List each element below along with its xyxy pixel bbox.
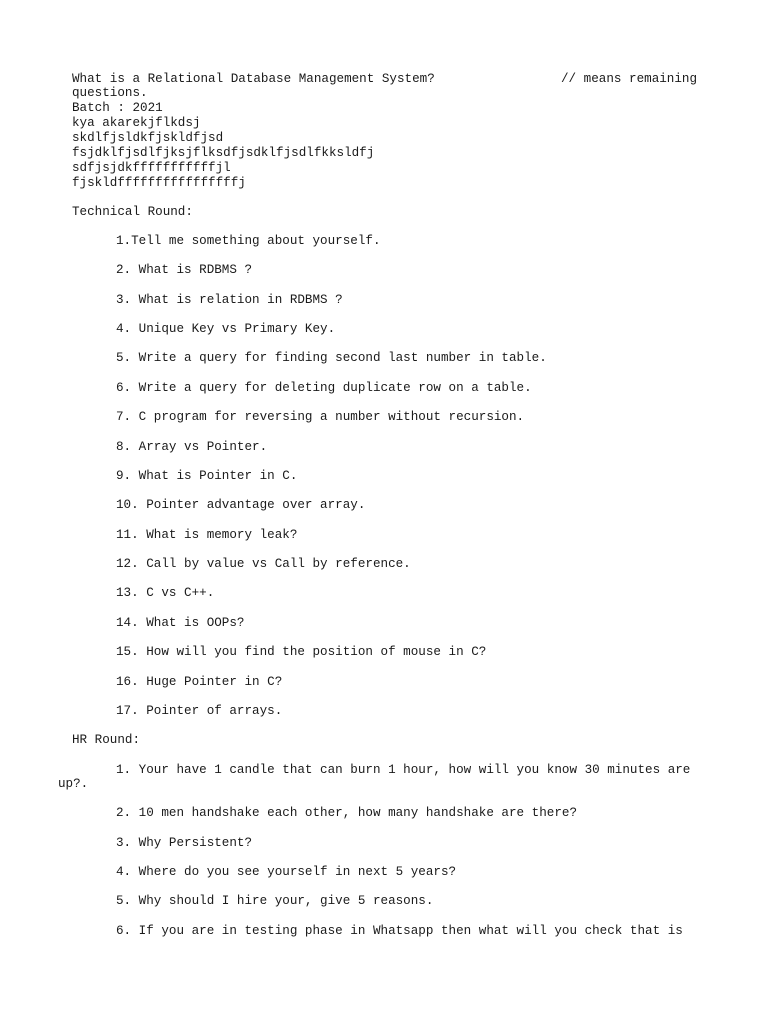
scribble-line: kya akarekjflkdsj bbox=[72, 116, 201, 130]
technical-question: 2. What is RDBMS ? bbox=[116, 263, 253, 277]
hr-question: 4. Where do you see yourself in next 5 years? bbox=[116, 865, 457, 879]
hr-question: 6. If you are in testing phase in Whatsapp then what will you check that is bbox=[116, 924, 683, 938]
technical-question: 8. Array vs Pointer. bbox=[116, 440, 268, 454]
technical-round-heading: Technical Round: bbox=[72, 205, 193, 219]
technical-question: 1.Tell me something about yourself. bbox=[116, 234, 381, 248]
technical-question: 12. Call by value vs Call by reference. bbox=[116, 557, 411, 571]
technical-question: 4. Unique Key vs Primary Key. bbox=[116, 322, 336, 336]
technical-question: 10. Pointer advantage over array. bbox=[116, 498, 366, 512]
hr-round-heading: HR Round: bbox=[72, 733, 141, 747]
technical-question: 16. Huge Pointer in C? bbox=[116, 675, 283, 689]
scribble-line: sdfjsjdkfffffffffffjl bbox=[72, 161, 231, 175]
technical-question: 9. What is Pointer in C. bbox=[116, 469, 298, 483]
technical-question: 6. Write a query for deleting duplicate row on a table. bbox=[116, 381, 532, 395]
hr-question: 3. Why Persistent? bbox=[116, 836, 253, 850]
batch-line: Batch : 2021 bbox=[72, 101, 163, 115]
hr-question-wrap: up?. bbox=[58, 777, 89, 791]
technical-question: 17. Pointer of arrays. bbox=[116, 704, 283, 718]
document-title: What is a Relational Database Management System? bbox=[72, 72, 435, 86]
technical-question: 14. What is OOPs? bbox=[116, 616, 245, 630]
scribble-line: fsjdklfjsdlfjksjflksdfjsdklfjsdlfkksldfj bbox=[72, 146, 375, 160]
remaining-note: // means remaining bbox=[561, 72, 698, 86]
remaining-note-wrap: questions. bbox=[72, 86, 148, 100]
technical-question: 3. What is relation in RDBMS ? bbox=[116, 293, 343, 307]
scribble-line: skdlfjsldkfjskldfjsd bbox=[72, 131, 224, 145]
hr-question: 1. Your have 1 candle that can burn 1 hour, how will you know 30 minutes are bbox=[116, 763, 691, 777]
hr-question: 2. 10 men handshake each other, how many handshake are there? bbox=[116, 806, 578, 820]
technical-question: 5. Write a query for finding second last number in table. bbox=[116, 351, 547, 365]
technical-question: 7. C program for reversing a number without recursion. bbox=[116, 410, 525, 424]
hr-question: 5. Why should I hire your, give 5 reasons. bbox=[116, 894, 434, 908]
scribble-line: fjskldffffffffffffffffj bbox=[72, 176, 246, 190]
technical-question: 13. C vs C++. bbox=[116, 586, 215, 600]
technical-question: 15. How will you find the position of mouse in C? bbox=[116, 645, 487, 659]
technical-question: 11. What is memory leak? bbox=[116, 528, 298, 542]
